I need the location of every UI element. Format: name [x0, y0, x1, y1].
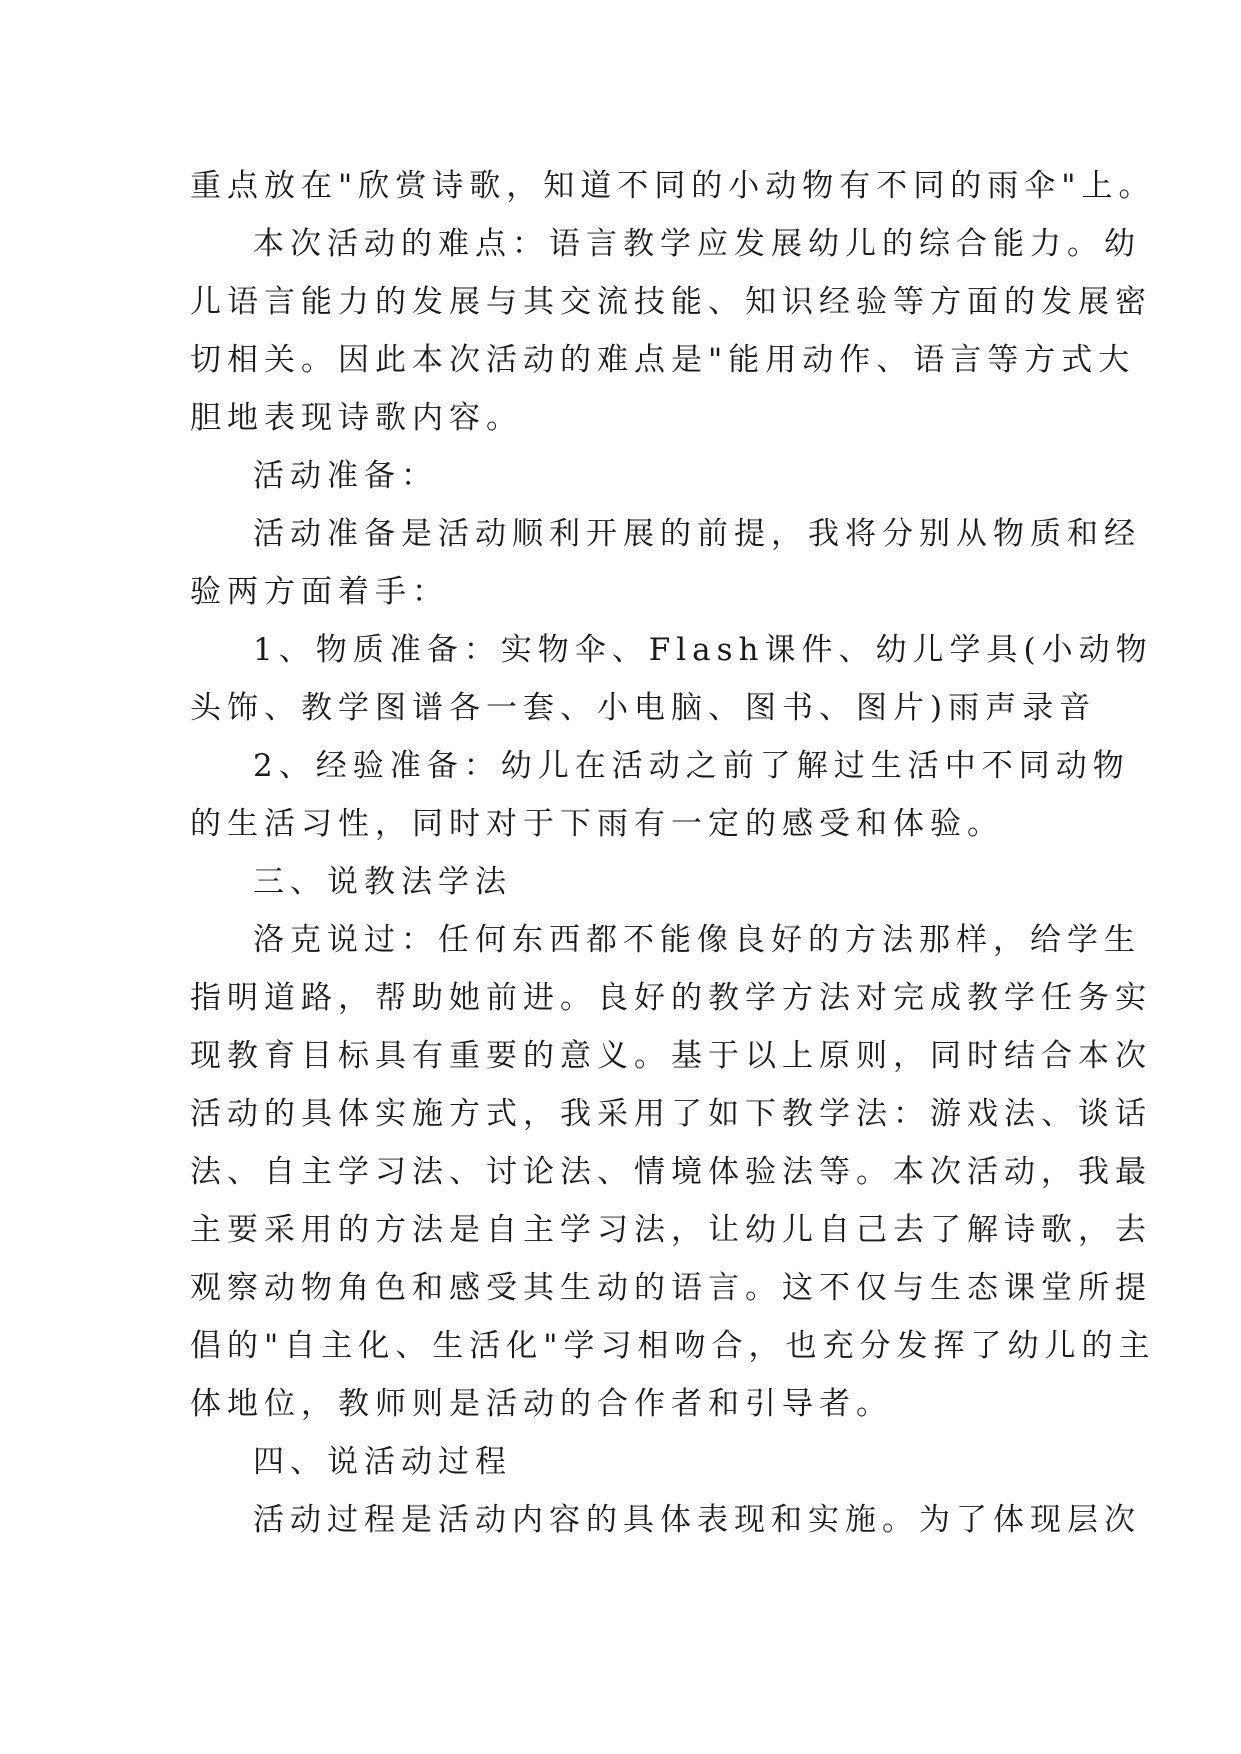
text-line: 现教育目标具有重要的意义。基于以上原则，同时结合本次: [190, 1038, 1152, 1074]
text-line: 主要采用的方法是自主学习法，让幼儿自己去了解诗歌，去: [190, 1212, 1152, 1248]
text-line: 头饰、教学图谱各一套、小电脑、图书、图片)雨声录音: [190, 690, 1097, 726]
text-line: 法、自主学习法、讨论法、情境体验法等。本次活动，我最: [190, 1154, 1152, 1190]
text-line: 儿语言能力的发展与其交流技能、知识经验等方面的发展密: [190, 284, 1152, 320]
text-line: 倡的"自主化、生活化"学习相吻合，也充分发挥了幼儿的主: [190, 1328, 1156, 1364]
text-line: 验两方面着手：: [190, 574, 449, 610]
text-line: 活动准备是活动顺利开展的前提，我将分别从物质和经: [253, 516, 1141, 552]
text-line: 重点放在"欣赏诗歌，知道不同的小动物有不同的雨伞"上。: [190, 168, 1156, 204]
section-label: 活动准备：: [253, 458, 438, 494]
list-item: 2、经验准备：幼儿在活动之前了解过生活中不同动物: [253, 748, 1130, 784]
section-heading: 三、说教法学法: [253, 864, 512, 900]
text-line: 指明道路，帮助她前进。良好的教学方法对完成教学任务实: [190, 980, 1152, 1016]
list-item: 1、物质准备：实物伞、Flash课件、幼儿学具(小动物: [253, 632, 1153, 668]
text-line: 的生活习性，同时对于下雨有一定的感受和体验。: [190, 806, 1004, 842]
text-line: 活动过程是活动内容的具体表现和实施。为了体现层次: [253, 1502, 1141, 1538]
text-line: 切相关。因此本次活动的难点是"能用动作、语言等方式大: [190, 342, 1136, 378]
text-line: 本次活动的难点：语言教学应发展幼儿的综合能力。幼: [253, 226, 1141, 262]
text-line: 活动的具体实施方式，我采用了如下教学法：游戏法、谈话: [190, 1096, 1152, 1132]
section-heading: 四、说活动过程: [253, 1444, 512, 1480]
text-line: 观察动物角色和感受其生动的语言。这不仅与生态课堂所提: [190, 1270, 1152, 1306]
text-line: 体地位，教师则是活动的合作者和引导者。: [190, 1386, 893, 1422]
text-line: 胆地表现诗歌内容。: [190, 400, 523, 436]
text-line: 洛克说过：任何东西都不能像良好的方法那样，给学生: [253, 922, 1141, 958]
